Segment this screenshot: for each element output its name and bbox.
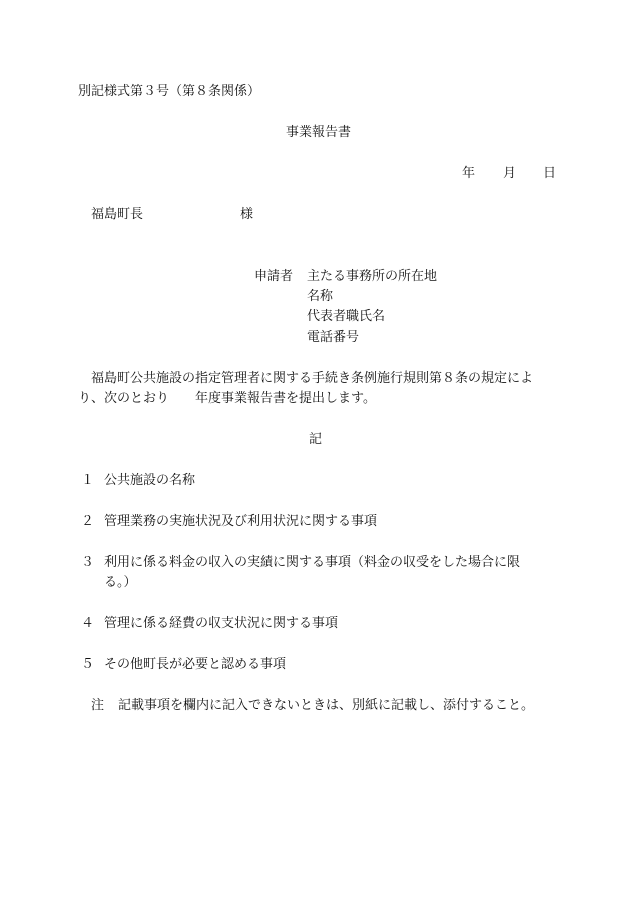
applicant-label: 申請者 — [254, 269, 294, 284]
item-number: １ — [81, 473, 95, 488]
item-number: ２ — [81, 514, 95, 529]
date-year-label: 年 — [462, 166, 476, 181]
addressee-name: 福島町長 — [91, 207, 144, 222]
date-month-label: 月 — [503, 166, 517, 181]
applicant-field-address: 主たる事務所の所在地 — [307, 269, 438, 284]
item-text-continuation: る。） — [104, 575, 137, 590]
item-number: ５ — [81, 657, 95, 672]
document-title: 事業報告書 — [286, 125, 352, 140]
applicant-field-phone: 電話番号 — [307, 330, 360, 345]
applicant-field-representative: 代表者職氏名 — [307, 309, 386, 324]
item-number: ３ — [81, 555, 95, 570]
item-text: その他町長が必要と認める事項 — [104, 657, 287, 672]
form-number: 別記様式第３号（第８条関係） — [78, 84, 261, 99]
addressee-honorific: 様 — [240, 207, 254, 222]
body-text-line1: 福島町公共施設の指定管理者に関する手続き条例施行規則第８条の規定によ — [91, 371, 534, 386]
item-text: 利用に係る料金の収入の実績に関する事項（料金の収受をした場合に限 — [104, 555, 521, 570]
note-label: 注 — [91, 698, 105, 713]
item-text: 管理に係る経費の収支状況に関する事項 — [104, 616, 339, 631]
ki-heading: 記 — [309, 432, 323, 447]
item-text: 管理業務の実施状況及び利用状況に関する事項 — [104, 514, 378, 529]
item-text: 公共施設の名称 — [104, 473, 196, 488]
item-number: ４ — [81, 616, 95, 631]
note-text: 記載事項を欄内に記入できないときは、別紙に記載し、添付すること。 — [118, 698, 535, 713]
applicant-field-name: 名称 — [307, 289, 334, 304]
body-text-line2: り、次のとおり 年度事業報告書を提出します。 — [78, 391, 376, 406]
date-day-label: 日 — [543, 166, 557, 181]
